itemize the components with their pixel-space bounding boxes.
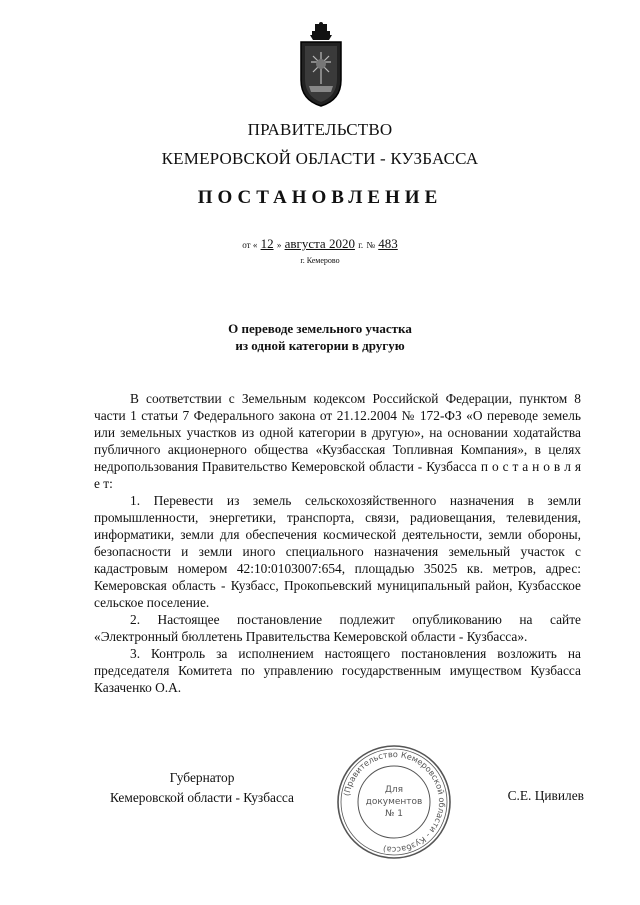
official-stamp	[334, 742, 454, 862]
city: г. Кемерово	[300, 256, 340, 265]
date-year-suffix: г.	[358, 240, 364, 250]
document-type-title: ПОСТАНОВЛЕНИЕ	[197, 187, 443, 208]
signatory-name: С.Е. Цивилев	[507, 788, 584, 803]
stamp-center-line-3: № 1	[385, 809, 403, 819]
date-quote-close: »	[276, 240, 282, 250]
subject-heading	[0, 320, 640, 354]
date-from-prefix: от «	[242, 240, 258, 250]
stamp-center-line-1: Для	[384, 785, 404, 795]
coat-of-arms-icon	[297, 22, 345, 108]
number-prefix: №	[366, 240, 375, 250]
preamble-paragraph: В соответствии с Земельным кодексом Российской Федерации, пунктом 8 части 1 статьи 7 Федерального закона от 21.12.2004 № 172-ФЗ «О переводе земель или земельных участков из одной категории в другую», на основании ходатайства публичного акционерного общества «Кузбасская Топливная Компания», в целях недропользования Правительство Кемеровской области - Кузбасса п о с т а н о в л я е т:	[94, 391, 581, 491]
government-name-line-1: ПРАВИТЕЛЬСТВО	[247, 120, 393, 139]
signatory-position	[92, 768, 312, 808]
signatory-position-line-1: Губернатор	[169, 770, 235, 785]
stamp-center-line-2: документов	[365, 797, 423, 807]
document-number: 483	[378, 236, 398, 251]
stamp-ring-text: (Правительство Кемеровской области - Кузбасса)	[341, 748, 448, 856]
signatory-position-line-2: Кемеровской области - Кузбасса	[110, 790, 294, 805]
item-3-paragraph: 3. Контроль за исполнением настоящего постановления возложить на председателя Комитета по управлению государственным имуществом Кузбасса Казаченко О.А.	[94, 646, 581, 695]
government-name-line-2: КЕМЕРОВСКОЙ ОБЛАСТИ - КУЗБАССА	[161, 149, 479, 168]
item-1-paragraph: 1. Перевести из земель сельскохозяйственного назначения в земли промышленности, энергетики, транспорта, связи, радиовещания, телевидения, информатики, земли для обеспечения космической деятельности, земли обороны, безопасности и земли иного специального назначения земельный участок с кадастровым номером 42:10:0103007:654, площадью 35025 кв. метров, адрес: Кемеровская область - Кузбасс, Прокопьевский муниципальный район, Кузбасское сельское поселение.	[94, 493, 581, 610]
date-day: 12	[260, 236, 274, 251]
document-body	[94, 390, 581, 696]
date-line	[0, 236, 640, 252]
subject-line-2: из одной категории в другую	[235, 338, 405, 353]
date-month-year: августа 2020	[284, 236, 355, 251]
subject-line-1: О переводе земельного участка	[228, 321, 412, 336]
item-2-paragraph: 2. Настоящее постановление подлежит опубликованию на сайте «Электронный бюллетень Правительства Кемеровской области - Кузбасса».	[94, 612, 581, 644]
